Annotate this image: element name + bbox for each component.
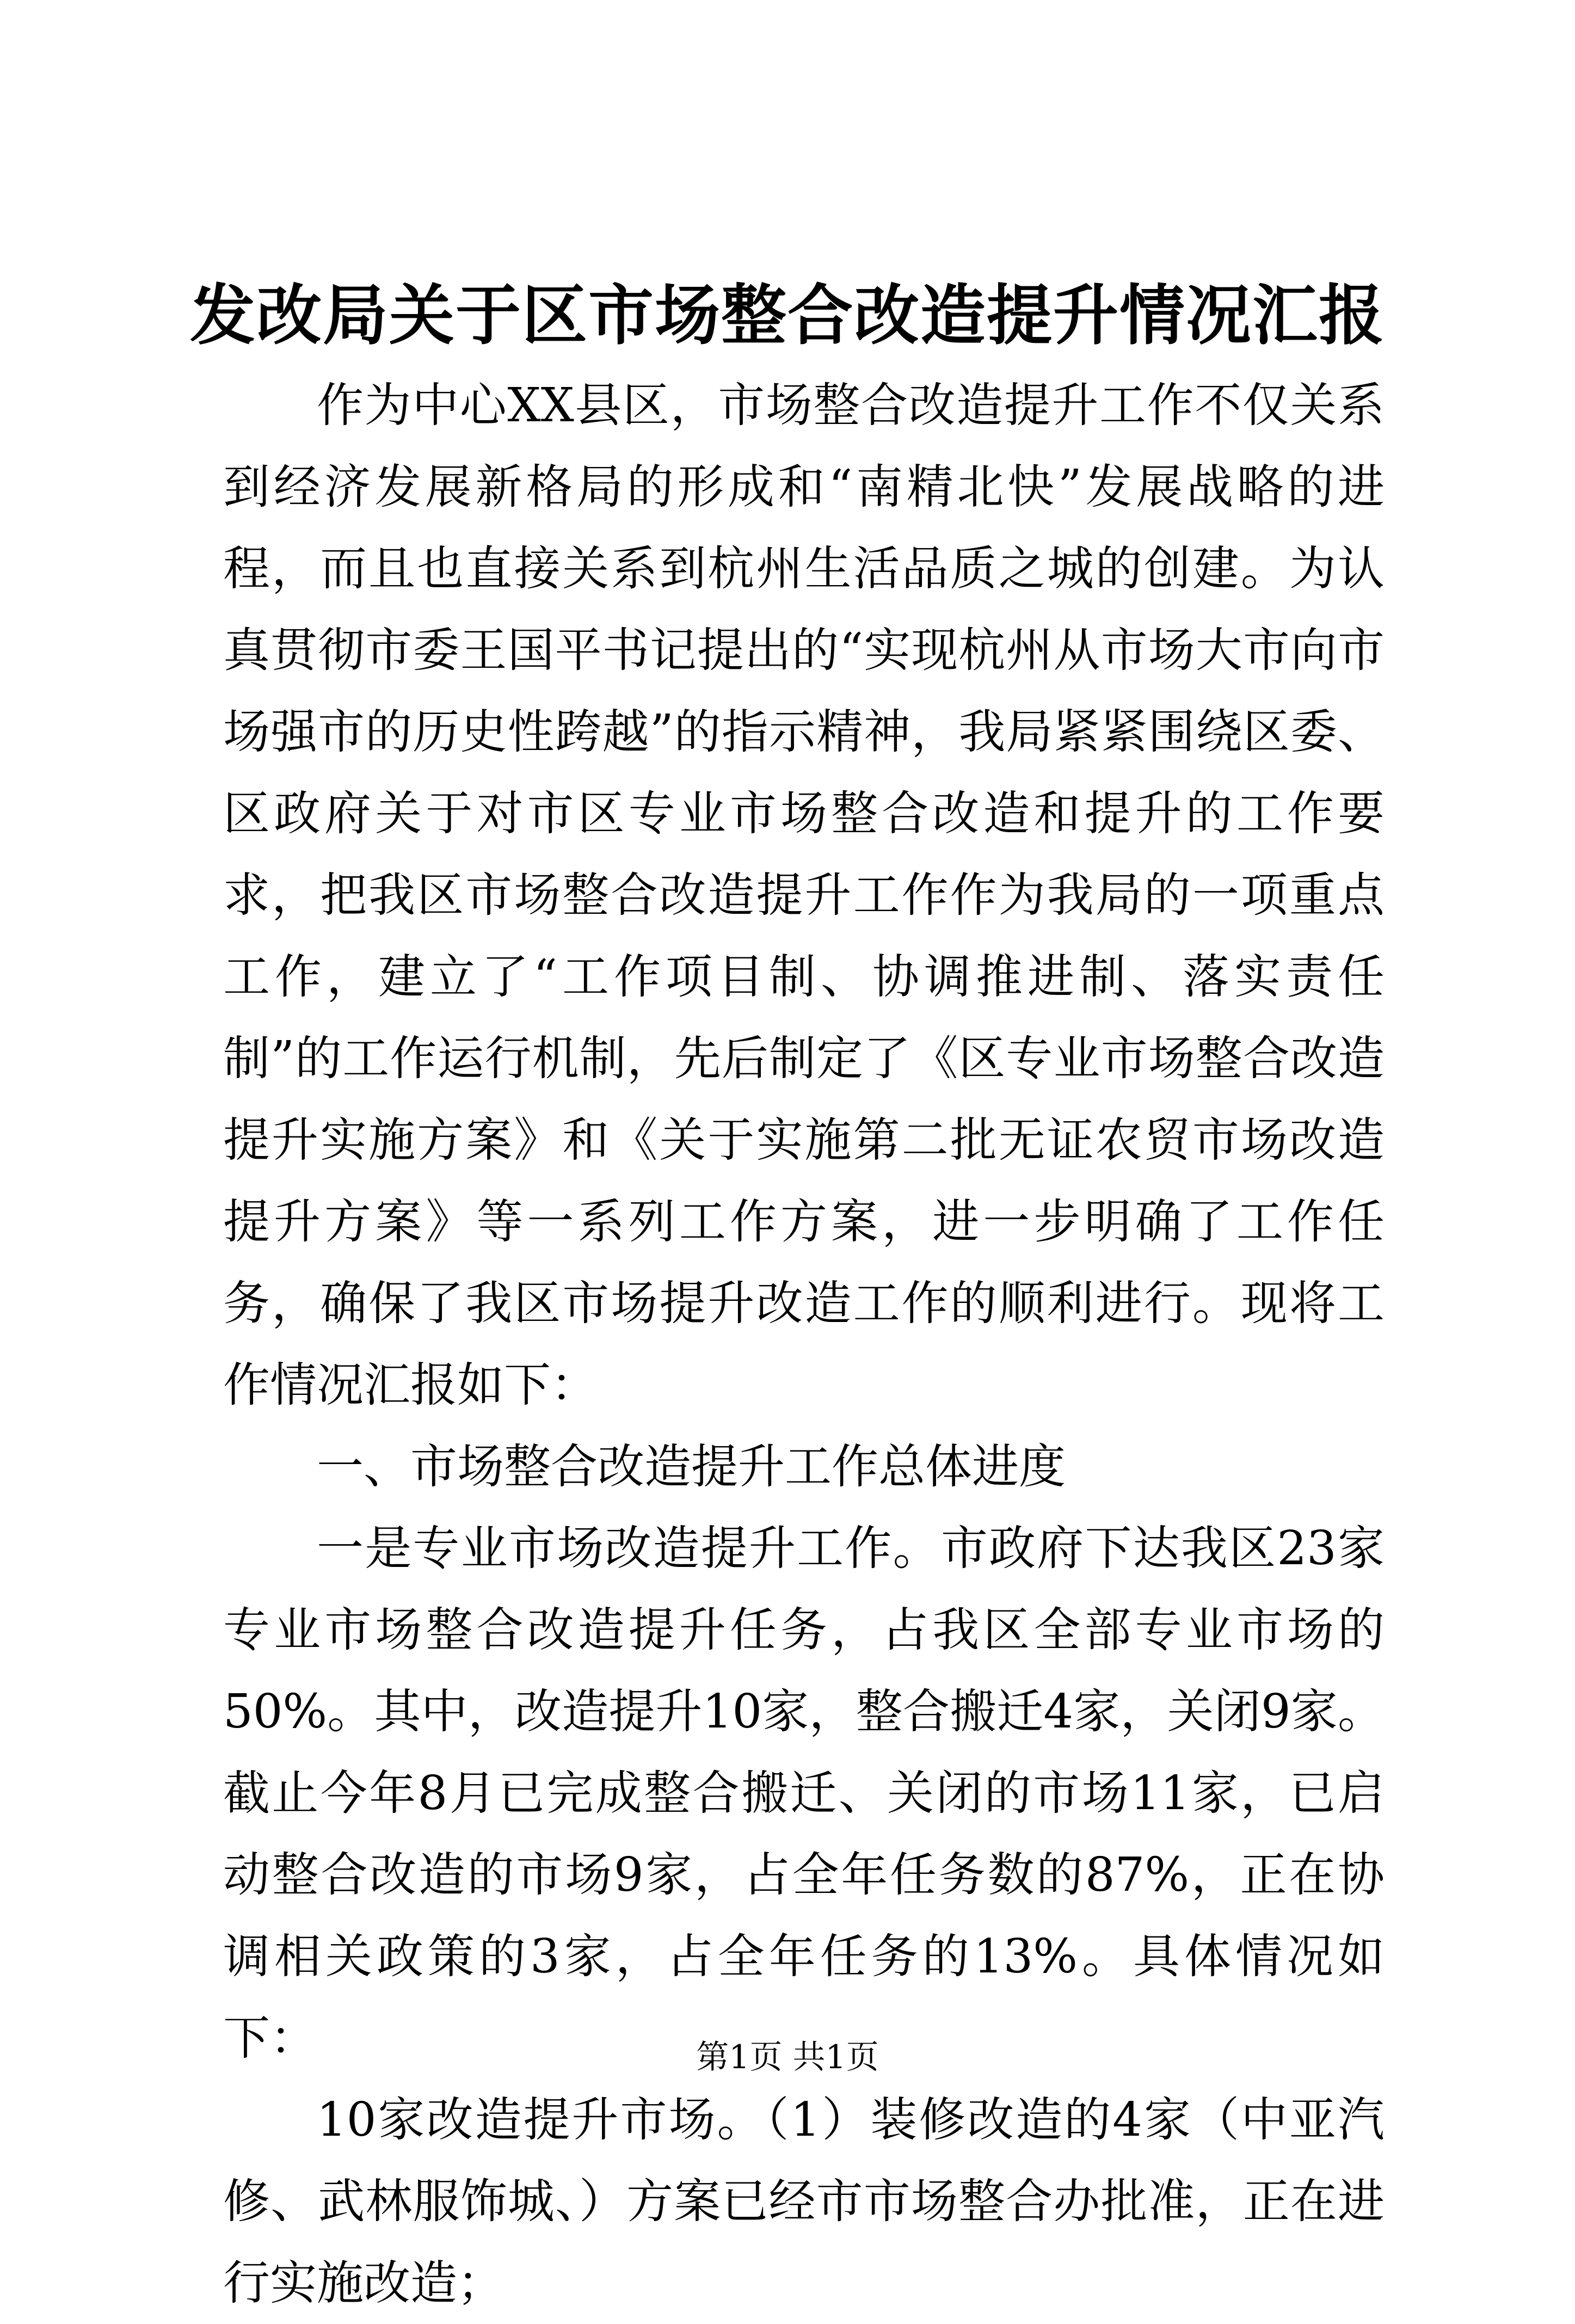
paragraph-intro: 作为中心XX县区，市场整合改造提升工作不仅关系到经济发展新格局的形成和“南精北快”发展战略的进程，而且也直接关系到杭州生活品质之城的创建。为认真贯彻市委王国平书记提出的“实现杭州从市场大市向市场强市的历史性跨越”的指示精神，我局紧紧围绕区委、区政府关于对市区专业市场整合改造和提升的工作要求，把我区市场整合改造提升工作作为我局的一项重点工作，建立了“工作项目制、协调推进制、落实责任制”的工作运行机制，先后制定了《区专业市场整合改造提升实施方案》和《关于实施第二批无证农贸市场改造提升方案》等一系列工作方案，进一步明确了工作任务，确保了我区市场提升改造工作的顺利进行。现将工作情况汇报如下： [223,378,1385,1412]
document-title: 发改局关于区市场整合改造提升情况汇报 [190,277,1385,354]
document-body [223,365,1385,2324]
paragraph-professional-markets: 一是专业市场改造提升工作。市政府下达我区23家专业市场整合改造提升任务，占我区全部专业市场的50%。其中，改造提升10家，整合搬迁4家，关闭9家。截止今年8月已完成整合搬迁、关闭的市场11家，已启动整合改造的市场9家，占全年任务数的87%，正在协调相关政策的3家，占全年任务的13%。具体情况如下： [223,1521,1385,2065]
page-footer: 第1页 共1页 [696,2038,879,2076]
section-heading-overall-progress: 一、市场整合改造提升工作总体进度 [317,1440,1066,1494]
paragraph-renovation-markets: 10家改造提升市场。（1）装修改造的4家（中亚汽修、武林服饰城、）方案已经市市场整合办批准，正在进行实施改造； [223,2093,1385,2310]
